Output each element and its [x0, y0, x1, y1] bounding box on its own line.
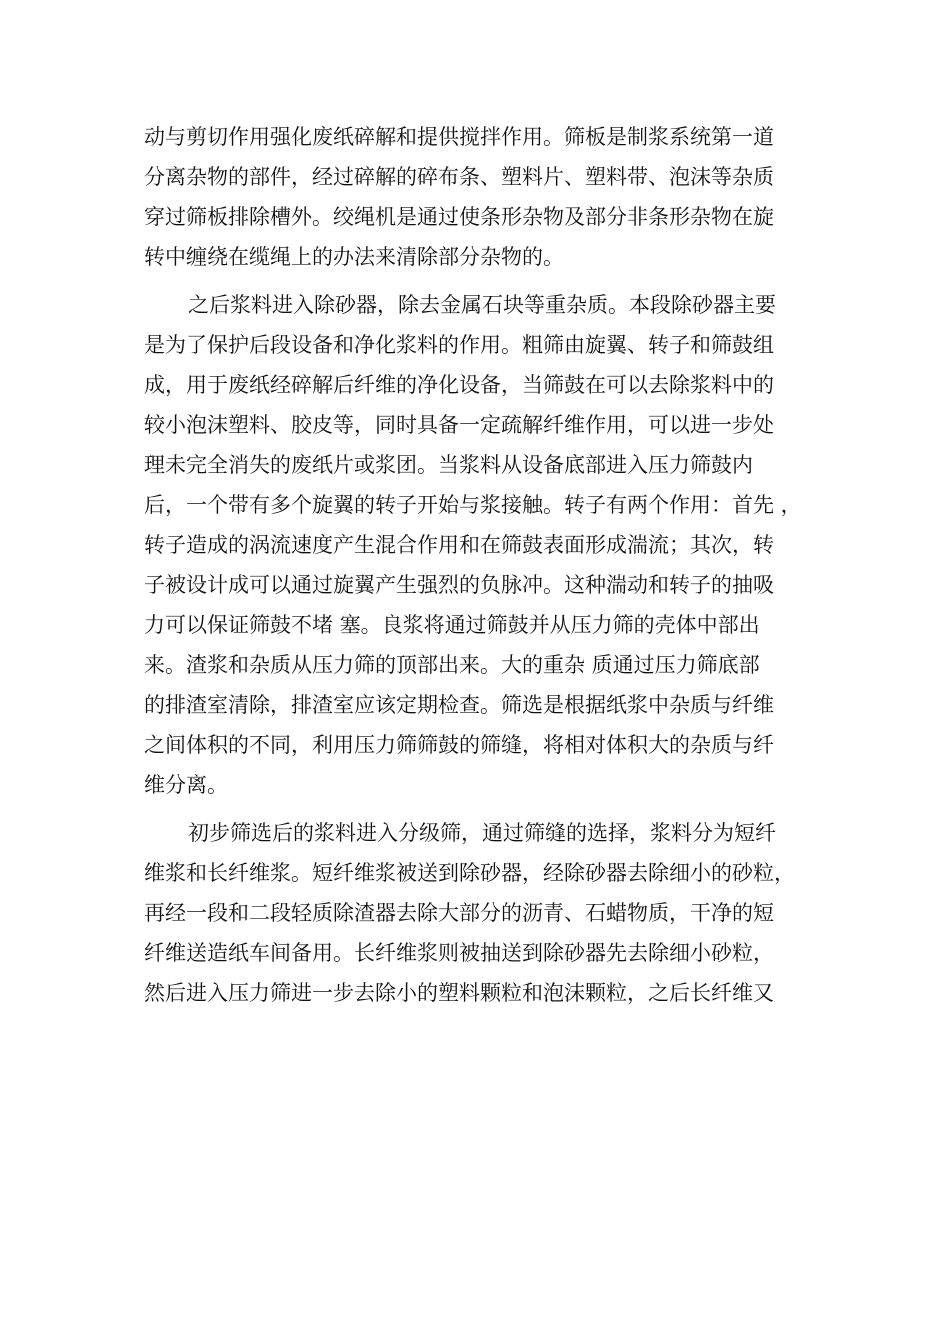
- text-line: 子被设计成可以通过旋翼产生强烈的负脉冲。这种湍动和转子的抽吸: [144, 573, 774, 597]
- text-line: 然后进入压力筛进一步去除小的塑料颗粒和泡沫颗粒，之后长纤维又: [144, 981, 774, 1005]
- text-line: 动与剪切作用强化废纸碎解和提供搅拌作用。筛板是制浆系统第一道: [144, 125, 774, 149]
- paragraph-3: [144, 813, 804, 1013]
- text-line: 维浆和长纤维浆。短纤维浆被送到除砂器，经除砂器去除细小的砂粒，: [144, 861, 795, 885]
- text-line: 初步筛选后的浆料进入分级筛，通过筛缝的选择，浆料分为短纤: [188, 821, 776, 845]
- text-line: 纤维送造纸车间备用。长纤维浆则被抽送到除砂器先去除细小砂粒，: [144, 941, 774, 965]
- text-line: 转子造成的涡流速度产生混合作用和在筛鼓表面形成湍流；其次，转: [144, 533, 774, 557]
- text-line: 再经一段和二段轻质除渣器去除大部分的沥青、石蜡物质，干净的短: [144, 901, 774, 925]
- text-line: 之后浆料进入除砂器，除去金属石块等重杂质。本段除砂器主要: [188, 293, 776, 317]
- text-line: 维分离。: [144, 773, 228, 797]
- text-line: 较小泡沫塑料、胶皮等，同时具备一定疏解纤维作用，可以进一步处: [144, 413, 774, 437]
- text-line: 之间体积的不同，利用压力筛筛鼓的筛缝，将相对体积大的杂质与纤: [144, 733, 774, 757]
- text-line: 的排渣室清除，排渣室应该定期检查。筛选是根据纸浆中杂质与纤维: [144, 693, 774, 717]
- text-line: 力可以保证筛鼓不堵 塞。良浆将通过筛鼓并从压力筛的壳体中部出: [144, 613, 760, 637]
- text-line: 成，用于废纸经碎解后纤维的净化设备，当筛鼓在可以去除浆料中的: [144, 373, 774, 397]
- paragraph-1: [144, 117, 804, 277]
- text-line: 后，一个带有多个旋翼的转子开始与浆接触。转子有两个作用：首先 ，: [144, 493, 802, 517]
- document-body: [144, 117, 804, 1021]
- text-line: 是为了保护后段设备和净化浆料的作用。粗筛由旋翼、转子和筛鼓组: [144, 333, 774, 357]
- paragraph-2: [144, 285, 804, 805]
- text-line: 分离杂物的部件，经过碎解的碎布条、塑料片、塑料带、泡沫等杂质: [144, 165, 774, 189]
- text-line: 穿过筛板排除槽外。绞绳机是通过使条形杂物及部分非条形杂物在旋: [144, 205, 774, 229]
- text-line: 来。渣浆和杂质从压力筛的顶部出来。大的重杂 质通过压力筛底部: [144, 653, 760, 677]
- text-line: 理未完全消失的废纸片或浆团。当浆料从设备底部进入压力筛鼓内: [144, 453, 753, 477]
- text-line: 转中缠绕在缆绳上的办法来清除部分杂物的。: [144, 245, 564, 269]
